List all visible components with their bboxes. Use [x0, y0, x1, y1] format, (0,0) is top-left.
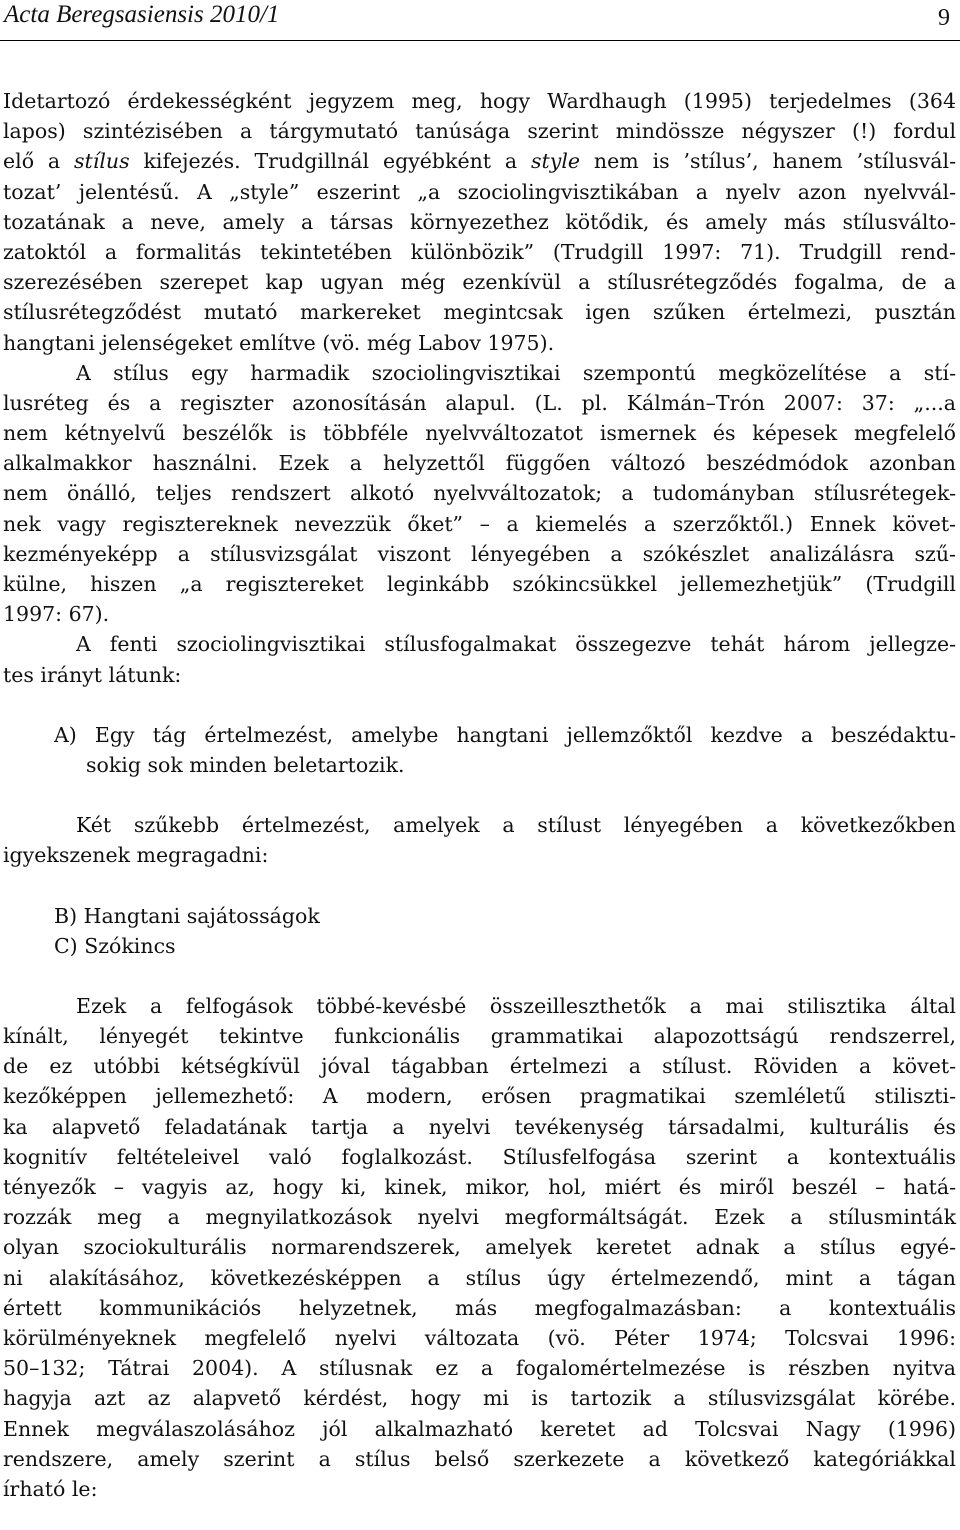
text-line: tozat’ jelentésű. A „style” eszerint „a szociolingvisztikában a nyelv azon nyelvvál-	[3, 179, 956, 204]
text-line: rendszere, amely szerint a stílus belső szerkezete a következő kategóriákkal	[3, 1446, 956, 1471]
text-line: körülményeknek megfelelő nyelvi változata (vö. Péter 1974; Tolcsvai 1996:	[3, 1325, 956, 1350]
text-line: kínált, lényegét tekintve funkcionális grammatikai alapozottságú rendszerrel,	[3, 1024, 956, 1049]
text-line: tozatának a neve, amely a társas környezethez kötődik, és amely más stílusválto-	[3, 209, 956, 234]
text-line: alkalmakkor használni. Ezek a helyzettől függően változó beszédmódok azonban	[3, 451, 956, 476]
text-line: elő a stílus kifejezés. Trudgillnál egyébként a style nem is ’stílus’, hanem ’stílusvál-	[3, 149, 956, 174]
text-line: kezőképpen jellemezhető: A modern, erősen pragmatikai szemléletű stiliszti-	[3, 1084, 956, 1109]
text-line: 1997: 67).	[3, 602, 110, 627]
journal-title: Acta Beregsasiensis 2010/1	[4, 1, 280, 28]
text-line: A fenti szociolingvisztikai stílusfogalmakat összegezve tehát három jellegze-	[76, 632, 956, 657]
text-line: Két szűkebb értelmezést, amelyek a stílust lényegében a következőkben	[76, 813, 956, 838]
text-line: kezményeképp a stílusvizsgálat viszont lényegében a szókészlet analizálásra szű-	[3, 541, 956, 566]
text-line: ka alapvető feladatának tartja a nyelvi tevékenység társadalmi, kulturális és	[3, 1114, 956, 1139]
running-header	[0, 0, 960, 40]
list-item-c: C) Szókincs	[54, 933, 176, 958]
text-line: kognitív feltételeivel való foglalkozást. Stílusfelfogása szerint a kontextuális	[3, 1144, 956, 1169]
text-line: 50–132; Tátrai 2004). A stílusnak ez a fogalomértelmezése is részben nyitva	[3, 1356, 956, 1381]
text-line: zatoktól a formalitás tekintetében különbözik” (Trudgill 1997: 71). Trudgill rend-	[3, 239, 956, 264]
page-number: 9	[938, 5, 950, 31]
list-item-a-continuation: sokig sok minden beletartozik.	[86, 752, 405, 777]
text-line: A stílus egy harmadik szociolingvisztikai szempontú megközelítése a stí-	[76, 360, 956, 385]
text-line: tes irányt látunk:	[3, 662, 182, 687]
spacer	[0, 690, 960, 720]
text-line: rozzák meg a megnyilatkozások nyelvi megformáltságát. Ezek a stílusminták	[3, 1205, 956, 1230]
text-line: tényezők – vagyis az, hogy ki, kinek, mikor, hol, miért és miről beszél – hatá-	[3, 1175, 956, 1199]
text-line: Idetartozó érdekességként jegyzem meg, hogy Wardhaugh (1995) terjedelmes (364	[3, 89, 956, 113]
text-line: szerezésében szerepet kap ugyan még ezenkívül a stílusrétegződés fogalma, de a	[3, 270, 956, 295]
text-line: lusréteg és a regiszter azonosításán alapul. (L. pl. Kálmán–Trón 2007: 37: „...a	[3, 390, 956, 415]
spacer	[0, 780, 960, 810]
text-line: külne, hiszen „a regisztereket leginkább szókincsükkel jellemezhetjük” (Trudgill	[3, 572, 956, 596]
text-line: nem önálló, teljes rendszert alkotó nyelvváltozatok; a tudományban stílusrétegek-	[3, 481, 956, 506]
text-line: hagyja azt az alapvető kérdést, hogy mi is tartozik a stílusvizsgálat körébe.	[3, 1386, 956, 1411]
text-line: ni alakításához, következésképpen a stílus úgy értelmezendő, mint a tágan	[3, 1265, 956, 1290]
text-line: igyekszenek megragadni:	[3, 843, 269, 868]
spacer	[0, 961, 960, 991]
text-line: hangtani jelenségeket említve (vö. még Labov 1975).	[3, 330, 555, 355]
text-line: de ez utóbbi kétségkívül jóval tágabban értelmezi a stílust. Röviden a követ-	[3, 1054, 956, 1079]
spacer	[0, 871, 960, 901]
text-line: értett kommunikációs helyzetnek, más megfogalmazásban: a kontextuális	[3, 1295, 956, 1320]
page-body	[0, 86, 960, 1504]
text-line: stílusrétegződést mutató markereket megintcsak igen szűken értelmezi, pusztán	[3, 300, 956, 325]
text-line: olyan szociokulturális normarendszerek, amelyek keretet adnak a stílus egyé-	[3, 1235, 956, 1260]
text-line: Ezek a felfogások többé-kevésbé összeilleszthetők a mai stilisztika által	[76, 993, 956, 1018]
list-item-b: B) Hangtani sajátosságok	[54, 903, 320, 928]
text-line: írható le:	[3, 1476, 98, 1501]
text-line: nek vagy regisztereknek nevezzük őket” – a kiemelés a szerzőktől.) Ennek követ-	[3, 511, 956, 536]
list-item-a: A) Egy tág értelmezést, amelybe hangtani jellemzőktől kezdve a beszédaktu-	[54, 722, 956, 747]
text-line: nem kétnyelvű beszélők is többféle nyelvváltozatot ismernek és képesek megfelelő	[3, 421, 956, 446]
text-line: Ennek megválaszolásához jól alkalmazható keretet ad Tolcsvai Nagy (1996)	[3, 1416, 956, 1441]
header-rule	[0, 40, 960, 41]
text-line: lapos) szintézisében a tárgymutató tanúsága szerint mindössze négyszer (!) fordul	[3, 119, 956, 144]
